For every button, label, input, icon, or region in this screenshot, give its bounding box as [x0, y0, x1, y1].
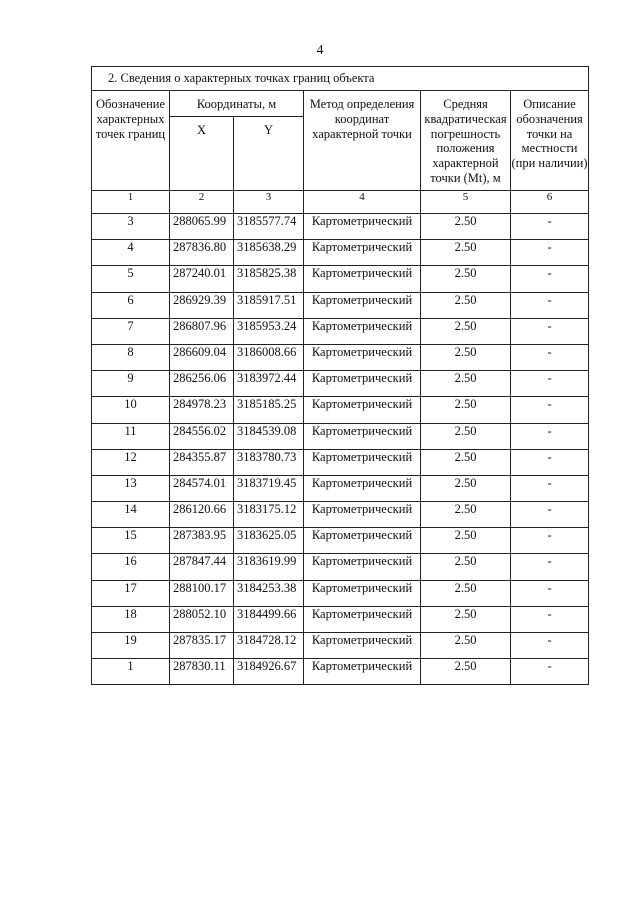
- x-coordinate-cell: 286120.66: [170, 502, 234, 528]
- description-cell: -: [511, 633, 589, 659]
- x-coordinate-cell: 284355.87: [170, 449, 234, 475]
- point-cell: 8: [92, 344, 170, 370]
- accuracy-cell: 2.50: [421, 502, 511, 528]
- description-cell: -: [511, 528, 589, 554]
- table-row: [92, 449, 589, 475]
- description-cell: -: [511, 371, 589, 397]
- accuracy-cell: 2.50: [421, 423, 511, 449]
- point-cell: 14: [92, 502, 170, 528]
- header-point-designation: Обозначение характерных точек границ: [92, 91, 170, 191]
- accuracy-cell: 2.50: [421, 292, 511, 318]
- description-cell: -: [511, 292, 589, 318]
- column-number: 2: [170, 191, 234, 214]
- page-number: 4: [316, 43, 324, 58]
- y-coordinate-cell: 3185638.29: [234, 240, 304, 266]
- method-cell: Картометрический: [304, 554, 421, 580]
- table-row: [92, 371, 589, 397]
- y-coordinate-cell: 3183972.44: [234, 371, 304, 397]
- x-coordinate-cell: 288052.10: [170, 606, 234, 632]
- boundary-points-table: [91, 66, 589, 685]
- point-cell: 9: [92, 371, 170, 397]
- table-row: [92, 633, 589, 659]
- table-row: [92, 606, 589, 632]
- y-coordinate-cell: 3184926.67: [234, 659, 304, 685]
- accuracy-cell: 2.50: [421, 554, 511, 580]
- y-coordinate-cell: 3186008.66: [234, 344, 304, 370]
- x-coordinate-cell: 287383.95: [170, 528, 234, 554]
- x-coordinate-cell: 286256.06: [170, 371, 234, 397]
- x-coordinate-cell: 286807.96: [170, 318, 234, 344]
- method-cell: Картометрический: [304, 318, 421, 344]
- point-cell: 17: [92, 580, 170, 606]
- table-row: [92, 423, 589, 449]
- accuracy-cell: 2.50: [421, 318, 511, 344]
- header-method: Метод определения координат характерной точки: [304, 91, 421, 191]
- column-number: 4: [304, 191, 421, 214]
- description-cell: -: [511, 318, 589, 344]
- method-cell: Картометрический: [304, 528, 421, 554]
- method-cell: Картометрический: [304, 502, 421, 528]
- description-cell: -: [511, 606, 589, 632]
- x-coordinate-cell: 284556.02: [170, 423, 234, 449]
- accuracy-cell: 2.50: [421, 240, 511, 266]
- method-cell: Картометрический: [304, 266, 421, 292]
- y-coordinate-cell: 3183780.73: [234, 449, 304, 475]
- point-cell: 19: [92, 633, 170, 659]
- method-cell: Картометрический: [304, 475, 421, 501]
- section-title: 2. Сведения о характерных точках границ объекта: [92, 67, 589, 91]
- column-number: 3: [234, 191, 304, 214]
- x-coordinate-cell: 286929.39: [170, 292, 234, 318]
- accuracy-cell: 2.50: [421, 528, 511, 554]
- accuracy-cell: 2.50: [421, 606, 511, 632]
- description-cell: -: [511, 475, 589, 501]
- accuracy-cell: 2.50: [421, 633, 511, 659]
- accuracy-cell: 2.50: [421, 214, 511, 240]
- y-coordinate-cell: 3185953.24: [234, 318, 304, 344]
- header-x: X: [170, 117, 234, 191]
- point-cell: 4: [92, 240, 170, 266]
- table-row: [92, 397, 589, 423]
- column-number: 6: [511, 191, 589, 214]
- column-number: 5: [421, 191, 511, 214]
- method-cell: Картометрический: [304, 292, 421, 318]
- y-coordinate-cell: 3185917.51: [234, 292, 304, 318]
- x-coordinate-cell: 287836.80: [170, 240, 234, 266]
- method-cell: Картометрический: [304, 633, 421, 659]
- method-cell: Картометрический: [304, 344, 421, 370]
- table-row: [92, 580, 589, 606]
- description-cell: -: [511, 659, 589, 685]
- method-cell: Картометрический: [304, 449, 421, 475]
- x-coordinate-cell: 287835.17: [170, 633, 234, 659]
- x-coordinate-cell: 287240.01: [170, 266, 234, 292]
- description-cell: -: [511, 449, 589, 475]
- description-cell: -: [511, 580, 589, 606]
- y-coordinate-cell: 3184539.08: [234, 423, 304, 449]
- accuracy-cell: 2.50: [421, 659, 511, 685]
- method-cell: Картометрический: [304, 423, 421, 449]
- header-description: Описание обозначения точки на местности (при наличии): [511, 91, 589, 191]
- point-cell: 18: [92, 606, 170, 632]
- x-coordinate-cell: 284574.01: [170, 475, 234, 501]
- y-coordinate-cell: 3184728.12: [234, 633, 304, 659]
- header-coordinates: Координаты, м: [170, 91, 304, 117]
- point-cell: 7: [92, 318, 170, 344]
- accuracy-cell: 2.50: [421, 371, 511, 397]
- column-number-row: [92, 191, 589, 214]
- method-cell: Картометрический: [304, 606, 421, 632]
- table-row: [92, 240, 589, 266]
- y-coordinate-cell: 3184253.38: [234, 580, 304, 606]
- method-cell: Картометрический: [304, 580, 421, 606]
- description-cell: -: [511, 397, 589, 423]
- point-cell: 12: [92, 449, 170, 475]
- table-row: [92, 475, 589, 501]
- y-coordinate-cell: 3185577.74: [234, 214, 304, 240]
- accuracy-cell: 2.50: [421, 266, 511, 292]
- x-coordinate-cell: 287847.44: [170, 554, 234, 580]
- table-row: [92, 659, 589, 685]
- point-cell: 6: [92, 292, 170, 318]
- y-coordinate-cell: 3185185.25: [234, 397, 304, 423]
- description-cell: -: [511, 554, 589, 580]
- x-coordinate-cell: 288100.17: [170, 580, 234, 606]
- accuracy-cell: 2.50: [421, 344, 511, 370]
- y-coordinate-cell: 3185825.38: [234, 266, 304, 292]
- method-cell: Картометрический: [304, 371, 421, 397]
- description-cell: -: [511, 502, 589, 528]
- accuracy-cell: 2.50: [421, 580, 511, 606]
- header-accuracy: Средняя квадратическая погрешность положения характерной точки (Mt), м: [421, 91, 511, 191]
- table-row: [92, 318, 589, 344]
- description-cell: -: [511, 214, 589, 240]
- table-row: [92, 214, 589, 240]
- y-coordinate-cell: 3183175.12: [234, 502, 304, 528]
- x-coordinate-cell: 284978.23: [170, 397, 234, 423]
- table-row: [92, 554, 589, 580]
- column-number: 1: [92, 191, 170, 214]
- y-coordinate-cell: 3184499.66: [234, 606, 304, 632]
- description-cell: -: [511, 423, 589, 449]
- x-coordinate-cell: 288065.99: [170, 214, 234, 240]
- description-cell: -: [511, 240, 589, 266]
- table-row: [92, 528, 589, 554]
- point-cell: 16: [92, 554, 170, 580]
- y-coordinate-cell: 3183719.45: [234, 475, 304, 501]
- point-cell: 3: [92, 214, 170, 240]
- accuracy-cell: 2.50: [421, 449, 511, 475]
- y-coordinate-cell: 3183625.05: [234, 528, 304, 554]
- point-cell: 13: [92, 475, 170, 501]
- description-cell: -: [511, 266, 589, 292]
- header-y: Y: [234, 117, 304, 191]
- table-row: [92, 266, 589, 292]
- x-coordinate-cell: 286609.04: [170, 344, 234, 370]
- method-cell: Картометрический: [304, 659, 421, 685]
- description-cell: -: [511, 344, 589, 370]
- point-cell: 1: [92, 659, 170, 685]
- point-cell: 5: [92, 266, 170, 292]
- x-coordinate-cell: 287830.11: [170, 659, 234, 685]
- point-cell: 11: [92, 423, 170, 449]
- table-row: [92, 502, 589, 528]
- point-cell: 15: [92, 528, 170, 554]
- method-cell: Картометрический: [304, 397, 421, 423]
- accuracy-cell: 2.50: [421, 475, 511, 501]
- accuracy-cell: 2.50: [421, 397, 511, 423]
- method-cell: Картометрический: [304, 240, 421, 266]
- table-row: [92, 344, 589, 370]
- table-row: [92, 292, 589, 318]
- point-cell: 10: [92, 397, 170, 423]
- method-cell: Картометрический: [304, 214, 421, 240]
- y-coordinate-cell: 3183619.99: [234, 554, 304, 580]
